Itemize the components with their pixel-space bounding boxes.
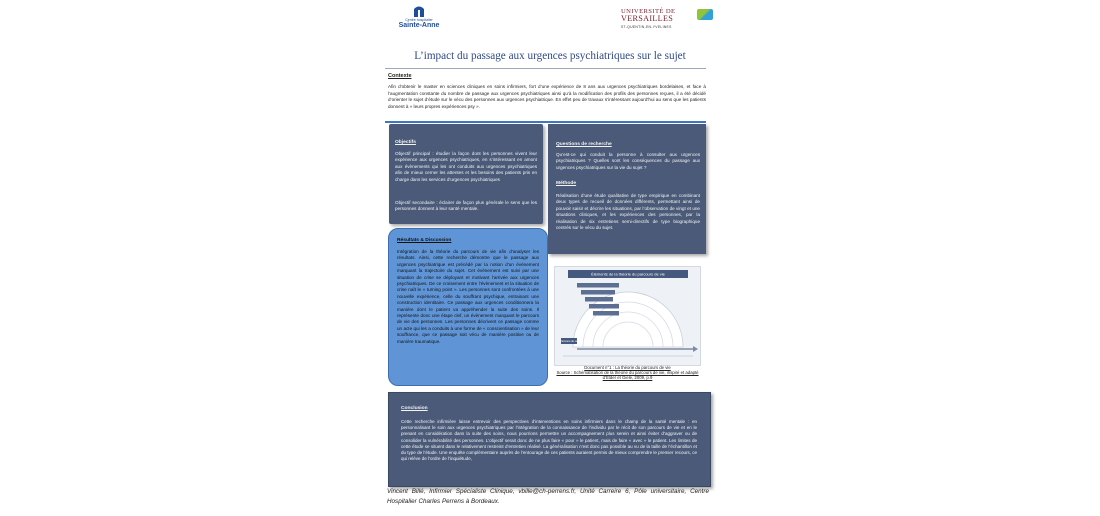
results-heading: Résultats & Discussion <box>397 238 452 243</box>
method-text: Réalisation d’une étude qualitative de type empirique en combinant deux types de recueil de données différents, permettant ainsi de pouvoir saisir et décrire les situations, par l’observation de vingt et une situations cliniques, et les expériences des personnes, par la réalisation de six entretiens semi-directifs de type biographique centrés sur le vécu du sujet. <box>556 193 700 231</box>
objectives-secondary: Objectif secondaire : éclairer de façon plus générale le sens que les personnes donnent à leur santé mentale. <box>395 200 537 212</box>
conclusion-heading: Conclusion <box>401 406 428 411</box>
results-text: Intégration de la théorie du parcours de vie afin d’analyser les résultats. Ainsi, cette recherche démontre que le passage aux urgences psychiatrique est précédé par la notion d’un évènement marquant la trajectoire du sujet. Cet évènement est suivi par une situation de crise se déployant et motivant l’arrivée aux urgences psychiatriques. De ce croisement entre l’évènement et la situation de crise naît le « turning point ». Les personnes sont confrontées à une nouvelle expérience, celle du souffrant psychique, entrainant une construction identitaire. Ce passage aux urgences conditionnera la manière dont le patient va appréhender la suite des soins. Il représente donc une étape clef, un évènement marquant le parcours de vie des personnes. Les personnes décrivent ce passage comme un acte qui les a conduits à une forme de « conscientisation » de leur souffrance, que ce passage soit vécu de manière positive ou de manière traumatique. <box>397 249 539 344</box>
method-heading: Méthode <box>556 181 577 186</box>
questions-heading: Questions de recherche <box>556 142 612 147</box>
results-box <box>388 228 548 386</box>
life-course-figure <box>554 266 701 366</box>
logo-right-line3: ST-QUENTIN-EN-YVELINES <box>621 25 672 29</box>
figure-caption-line1: Document n°1 : La théorie du parcours de vie <box>584 365 671 370</box>
figure-caption-line2: Source : Schématisation de la théorie du parcours de vie, inspiré et adapté d’Elder et Giele, 2009, p.9 <box>556 370 699 380</box>
objectives-main: Objectif principal : étudier la façon dont les personnes vivent leur expérience aux urgences psychiatriques, en s’intéressant en amont aux évènements qui les ont conduits aux urgences psychiatriques afin de mieux cerner les attentes et les besoins des patients pris en charge dans les services d’urgences psychiatriques <box>395 151 537 182</box>
context-text: Afin d’obtenir le master en sciences cliniques en soins infirmiers, fort d’une expérience de 8 ans aux urgences psychiatriques bordelaises, et face à l’augmentation constante du nombre de passage aux urgences psychiatriques ainsi qu’à la modification des profils des personnes reçues, il a été décidé d’orienter le sujet d’étude sur le vécu des personnes aux urgences psychiatrique. En effet peu de travaux s’intéressant aujourd’hui au sens que les patients donnent à « leurs propres expériences psy ». <box>388 84 706 109</box>
logo-left-line1: Centre hospitalier <box>405 18 433 22</box>
context-divider <box>385 121 706 123</box>
figure-axis-label: Parcours de vie <box>559 340 579 344</box>
objectives-box <box>389 124 543 224</box>
uvsq-emblem-icon <box>697 9 713 20</box>
uvsq-logo <box>621 8 713 32</box>
author-footer: Vincent Billé, Infirmier Spécialiste Clinique, vbille@ch-perrens.fr, Unité Carreire 6, Pôle universitaire, Centre Hospitalier Charles Perrens à Bordeaux. <box>387 488 709 505</box>
questions-text: Qu’est-ce qui conduit la personne à consulter aux urgences psychiatriques ? Quelles sont les conséquences du passage aux urgences psychiatriques sur la vie du sujet ? <box>556 152 700 170</box>
figure-caption <box>555 365 700 380</box>
life-course-diagram <box>555 267 700 365</box>
sainte-anne-emblem-icon <box>412 4 426 18</box>
logo-right-line1: UNIVERSITÉ DE <box>621 8 676 15</box>
poster <box>385 0 715 516</box>
objectives-heading: Objectifs <box>395 140 416 145</box>
title-divider <box>385 68 706 69</box>
poster-title: L’impact du passage aux urgences psychiatriques sur le sujet <box>414 50 686 62</box>
conclusion-box <box>388 392 711 487</box>
figure-title: Éléments de la théorie du parcours de vie <box>591 271 665 277</box>
questions-method-box <box>548 124 706 254</box>
logo-right-line2: VERSAILLES <box>621 14 674 23</box>
sainte-anne-logo <box>389 4 449 34</box>
conclusion-text: Cette recherche infirmière laisse entrevoir des perspectives d’interventions en soins infirmiers dans le champ de la santé mentale : en personnalisant le soin aux urgences psychiatriques par l’intégration de la connaissance de l’individu par le récit de son parcours de vie et en le prenant en considération dans la suite des soins, nous pourrions permettre un accompagnement plus serein et ainsi éviter d’aggraver ou de consolider la vulnérabilité des personnes. L’objectif serait donc de ne plus faire « pour » le patient, mais de faire « avec » le patient. Les limites de cette étude se situent dans le relativement restreint d’entretien réalisé. La généralisation n’est donc pas possible au vu de la taille de l’échantillon et du type de l’étude. Une enquête complémentaire auprès de l’entourage de ces patients auraient permis de mieux comprendre le premier recours, ce qui relève de l’ordre de l’inquiétude, <box>401 419 697 462</box>
context-heading: Contexte <box>388 73 412 79</box>
logo-left-line2: Sainte-Anne <box>398 22 440 29</box>
